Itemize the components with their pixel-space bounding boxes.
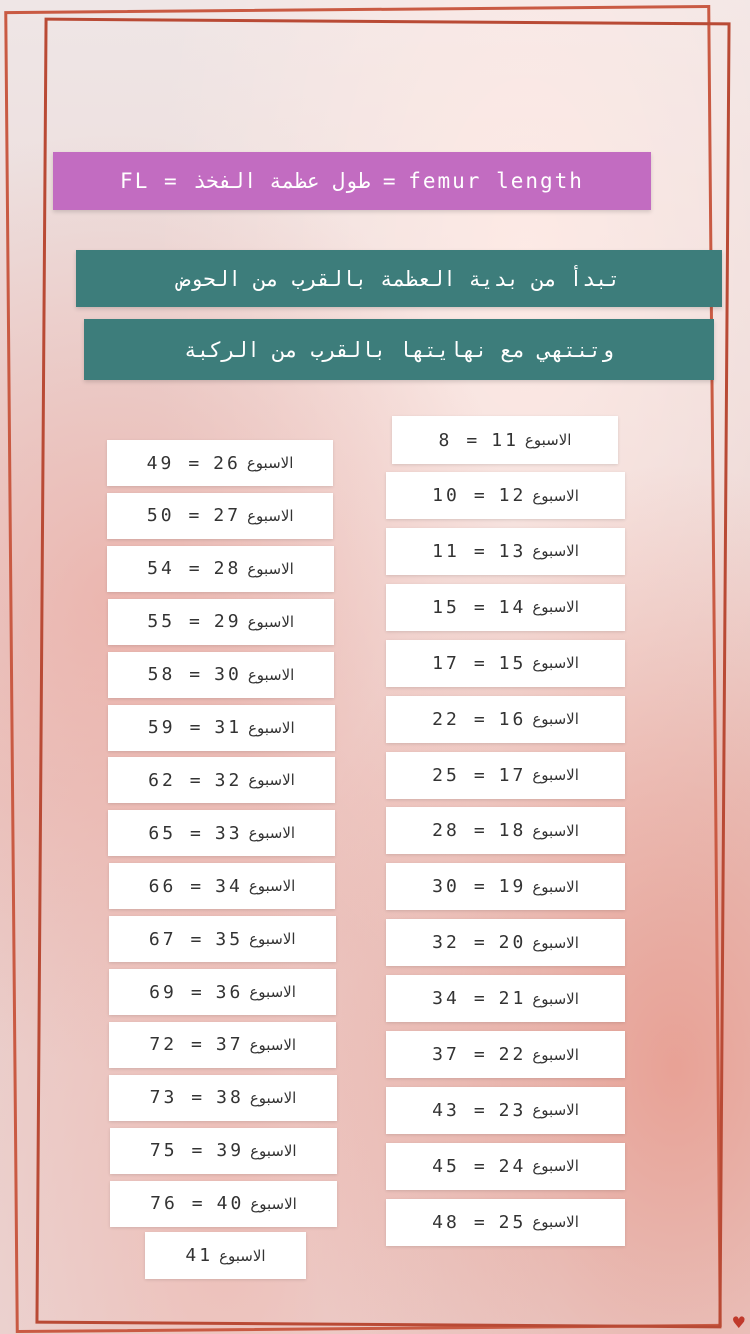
week-card bbox=[108, 652, 334, 698]
week-label: الاسبوع bbox=[532, 598, 579, 617]
week-number: 38 bbox=[216, 1087, 244, 1109]
week-number: 34 bbox=[215, 875, 243, 897]
week-card bbox=[386, 528, 625, 575]
equals-sign: = bbox=[191, 1140, 203, 1162]
equals-sign: = bbox=[188, 505, 200, 527]
week-label: الاسبوع bbox=[249, 930, 296, 949]
femur-length-value: 66 bbox=[148, 875, 177, 897]
femur-length-value: 72 bbox=[149, 1034, 178, 1056]
femur-length-value: 49 bbox=[146, 452, 175, 474]
week-number: 36 bbox=[215, 981, 244, 1003]
week-number: 29 bbox=[213, 611, 242, 633]
week-card bbox=[109, 1075, 336, 1121]
week-card bbox=[386, 1199, 625, 1246]
week-card bbox=[392, 416, 618, 464]
week-card bbox=[109, 1022, 336, 1068]
week-number: 13 bbox=[498, 540, 527, 562]
week-card bbox=[386, 863, 625, 910]
week-label: الاسبوع bbox=[532, 654, 579, 673]
week-label: الاسبوع bbox=[248, 771, 295, 790]
femur-length-value: 65 bbox=[148, 822, 177, 844]
week-number: 11 bbox=[491, 429, 519, 451]
week-number: 26 bbox=[213, 452, 241, 474]
equals-sign: = bbox=[466, 429, 478, 451]
week-label: الاسبوع bbox=[532, 542, 579, 561]
week-card bbox=[110, 1181, 337, 1227]
equals-sign: = bbox=[189, 611, 200, 633]
heart-icon: ♥ bbox=[731, 1313, 746, 1332]
femur-length-value: 32 bbox=[432, 932, 460, 954]
equals-sign: = bbox=[473, 988, 485, 1010]
equals-sign: = bbox=[473, 1155, 485, 1177]
femur-length-value: 37 bbox=[432, 1044, 460, 1065]
week-card bbox=[386, 752, 625, 799]
femur-length-value: 75 bbox=[149, 1140, 178, 1162]
week-card bbox=[386, 807, 625, 854]
week-card bbox=[107, 440, 333, 486]
week-number: 40 bbox=[216, 1193, 245, 1215]
week-card bbox=[109, 969, 336, 1015]
week-card bbox=[386, 919, 625, 966]
equals-sign: = bbox=[473, 932, 485, 954]
week-label: الاسبوع bbox=[532, 710, 579, 729]
week-label: الاسبوع bbox=[532, 989, 579, 1008]
equals-sign: = bbox=[188, 452, 200, 474]
week-number: 19 bbox=[498, 876, 527, 898]
week-number: 23 bbox=[498, 1099, 527, 1121]
week-number: 27 bbox=[213, 505, 242, 527]
equals-sign: = bbox=[473, 1211, 485, 1233]
equals-sign: = bbox=[190, 928, 202, 950]
week-label: الاسبوع bbox=[249, 983, 296, 1001]
week-label: الاسبوع bbox=[532, 1157, 579, 1176]
week-card bbox=[386, 1087, 625, 1134]
week-card bbox=[386, 584, 625, 631]
equals-sign: = bbox=[473, 876, 485, 898]
femur-length-value: 25 bbox=[432, 764, 460, 786]
week-number: 33 bbox=[214, 822, 243, 844]
week-label: الاسبوع bbox=[250, 1194, 297, 1213]
week-label: الاسبوع bbox=[532, 877, 579, 896]
week-label: الاسبوع bbox=[532, 1045, 579, 1064]
equals-sign: = bbox=[190, 875, 202, 897]
femur-length-value: 73 bbox=[149, 1087, 178, 1109]
week-number: 28 bbox=[213, 558, 242, 580]
femur-length-value: 34 bbox=[432, 988, 460, 1010]
week-number: 41 bbox=[185, 1245, 214, 1266]
week-card bbox=[108, 757, 335, 803]
week-label: الاسبوع bbox=[532, 821, 579, 840]
equals-sign: = bbox=[189, 769, 201, 791]
equals-sign: = bbox=[190, 981, 202, 1003]
femur-length-value: 76 bbox=[150, 1193, 178, 1215]
equals-sign: = bbox=[473, 1099, 485, 1121]
femur-length-value: 62 bbox=[148, 769, 176, 791]
description-line-2: وتنتهي مع نهايتها بالقرب من الركبة bbox=[84, 319, 714, 380]
week-label: الاسبوع bbox=[247, 612, 295, 631]
week-number: 18 bbox=[498, 820, 527, 842]
description-line-1: تبدأ من بدية العظمة بالقرب من الحوض bbox=[76, 250, 722, 307]
week-number: 35 bbox=[215, 928, 244, 950]
week-card bbox=[110, 1128, 337, 1174]
week-label: الاسبوع bbox=[246, 454, 294, 472]
week-card bbox=[109, 863, 336, 909]
week-number: 15 bbox=[498, 652, 527, 674]
week-card bbox=[386, 696, 625, 743]
week-card bbox=[386, 1143, 625, 1190]
femur-length-value: 58 bbox=[147, 664, 176, 686]
week-label: الاسبوع bbox=[248, 824, 296, 843]
equals-sign: = bbox=[473, 764, 485, 786]
week-label: الاسبوع bbox=[219, 1246, 266, 1265]
week-number: 17 bbox=[498, 764, 527, 786]
week-label: الاسبوع bbox=[532, 1101, 579, 1120]
week-label: الاسبوع bbox=[250, 1141, 297, 1160]
femur-length-value: 15 bbox=[432, 596, 460, 618]
femur-length-value: 45 bbox=[432, 1155, 460, 1177]
equals-sign: = bbox=[473, 596, 485, 618]
week-number: 32 bbox=[214, 769, 243, 791]
week-card bbox=[107, 546, 333, 592]
week-label: الاسبوع bbox=[247, 506, 294, 525]
week-number: 30 bbox=[214, 664, 242, 686]
equals-sign: = bbox=[473, 708, 485, 730]
week-number: 20 bbox=[498, 932, 527, 954]
week-label: الاسبوع bbox=[249, 1035, 297, 1054]
week-number: 37 bbox=[215, 1034, 244, 1056]
equals-sign: = bbox=[473, 652, 485, 674]
equals-sign: = bbox=[473, 485, 485, 506]
week-card bbox=[386, 472, 625, 519]
femur-length-value: 22 bbox=[432, 708, 460, 730]
week-number: 21 bbox=[498, 988, 527, 1010]
week-label: الاسبوع bbox=[524, 431, 572, 449]
week-label: الاسبوع bbox=[532, 766, 579, 784]
week-number: 16 bbox=[498, 708, 527, 730]
week-label: الاسبوع bbox=[532, 486, 579, 505]
femur-length-value: 55 bbox=[147, 611, 176, 633]
equals-sign: = bbox=[189, 717, 201, 738]
week-label: الاسبوع bbox=[532, 933, 579, 952]
femur-length-value: 48 bbox=[432, 1211, 460, 1233]
page-title: FL = طول عظمة الفخذ = femur length bbox=[53, 152, 651, 210]
week-card bbox=[107, 493, 333, 539]
femur-length-value: 50 bbox=[146, 505, 175, 527]
femur-length-value: 69 bbox=[149, 981, 177, 1003]
week-card bbox=[386, 1031, 625, 1078]
femur-length-value: 28 bbox=[432, 820, 460, 842]
femur-length-value: 67 bbox=[148, 928, 177, 950]
week-number: 25 bbox=[498, 1211, 527, 1233]
femur-length-value: 30 bbox=[432, 876, 460, 898]
equals-sign: = bbox=[188, 558, 200, 580]
equals-sign: = bbox=[189, 664, 201, 686]
week-card bbox=[145, 1232, 306, 1279]
equals-sign: = bbox=[191, 1087, 203, 1109]
week-label: الاسبوع bbox=[248, 877, 296, 896]
equals-sign: = bbox=[473, 540, 485, 562]
week-card bbox=[108, 810, 335, 856]
week-label: الاسبوع bbox=[532, 1213, 579, 1232]
week-card bbox=[386, 640, 625, 687]
femur-length-value: 17 bbox=[432, 652, 460, 674]
femur-length-value: 59 bbox=[147, 717, 176, 738]
equals-sign: = bbox=[191, 1193, 203, 1215]
week-card bbox=[108, 599, 334, 645]
femur-length-value: 10 bbox=[432, 485, 460, 506]
femur-length-value: 43 bbox=[432, 1099, 460, 1121]
week-label: الاسبوع bbox=[248, 718, 295, 737]
week-label: الاسبوع bbox=[249, 1088, 297, 1107]
week-card bbox=[109, 916, 336, 962]
femur-length-value: 54 bbox=[147, 558, 175, 580]
equals-sign: = bbox=[473, 820, 485, 842]
week-number: 14 bbox=[498, 596, 527, 618]
week-card bbox=[108, 705, 335, 751]
week-card bbox=[386, 975, 625, 1022]
week-number: 31 bbox=[214, 717, 243, 738]
week-number: 22 bbox=[498, 1044, 527, 1065]
week-label: الاسبوع bbox=[247, 665, 295, 684]
equals-sign: = bbox=[190, 822, 201, 844]
equals-sign: = bbox=[473, 1044, 485, 1065]
femur-length-value: 8 bbox=[438, 429, 453, 451]
week-number: 24 bbox=[498, 1155, 527, 1177]
femur-length-value: 11 bbox=[432, 540, 460, 562]
week-label: الاسبوع bbox=[247, 559, 294, 578]
equals-sign: = bbox=[191, 1034, 202, 1056]
week-number: 39 bbox=[216, 1140, 245, 1162]
week-number: 12 bbox=[498, 485, 527, 506]
